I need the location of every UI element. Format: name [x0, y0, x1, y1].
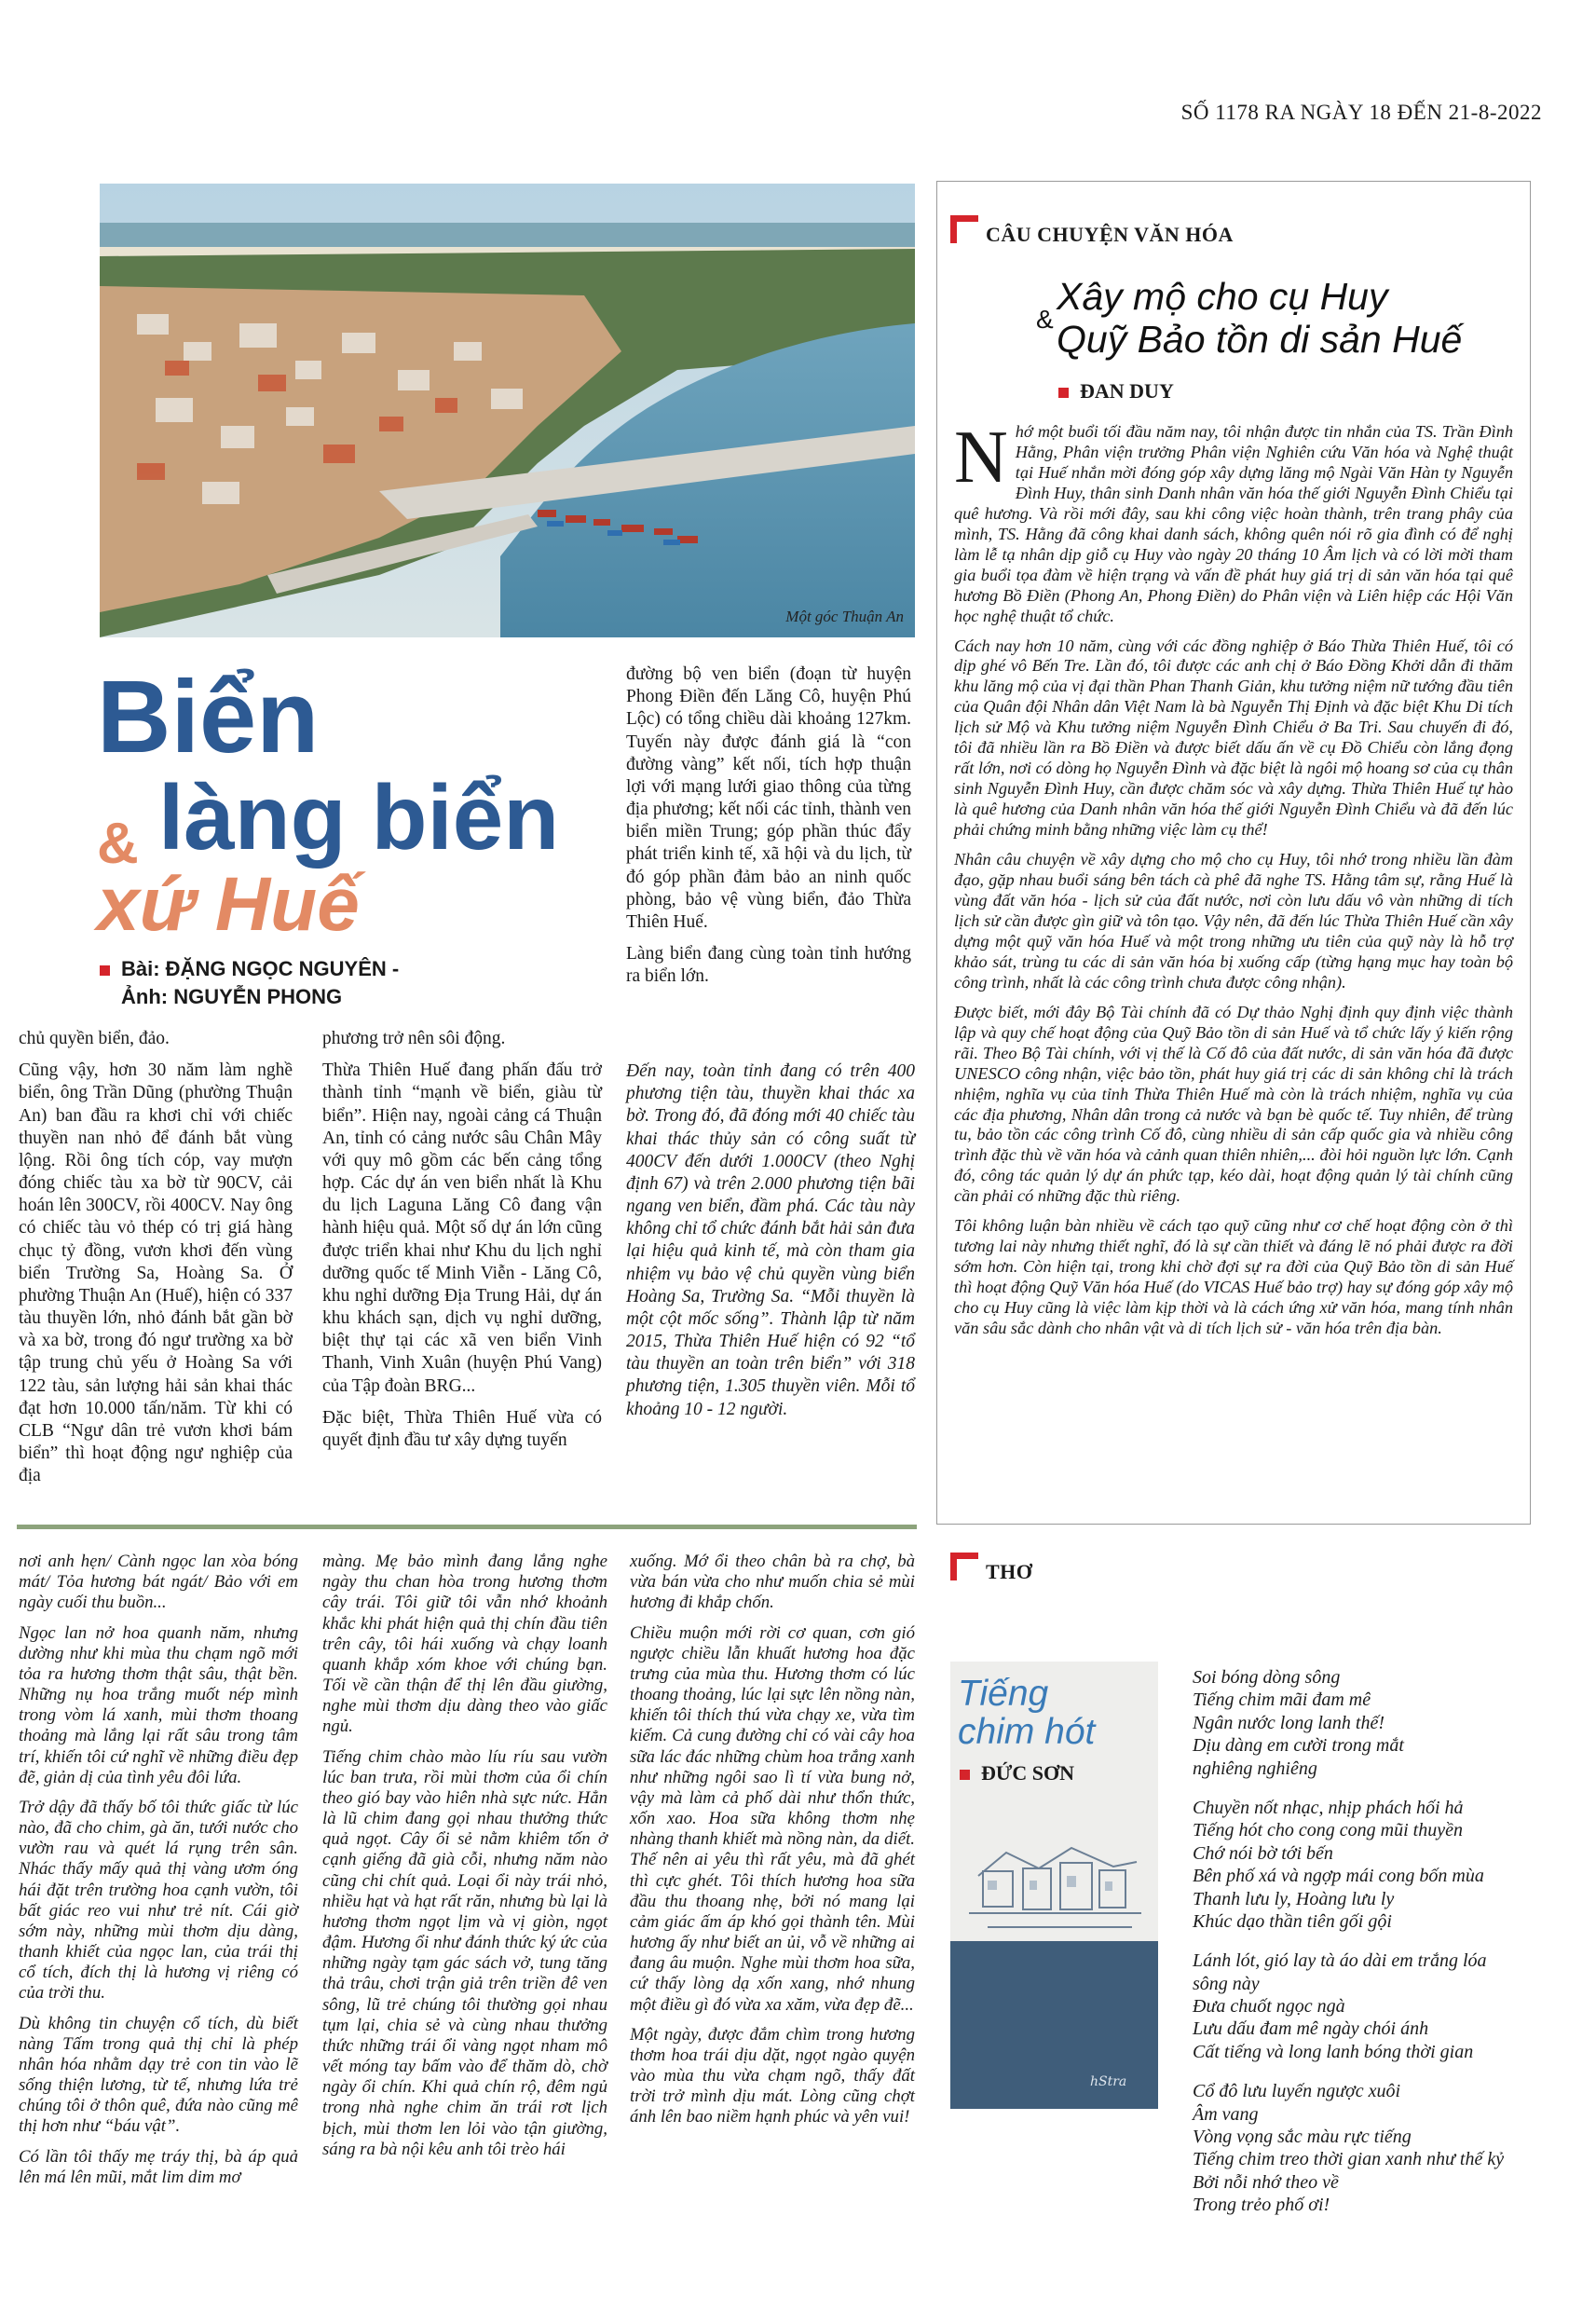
paragraph: Thừa Thiên Huế đang phấn đấu trở thành tỉnh “mạnh về biển, giàu từ biển”. Hiện nay, ngoài cảng cá Thuận An, tỉnh có cảng nước sâu Chân Mây với quy mô gồm các bến cảng tổng hợp. Các dự án ven biển nhất là Khu du lịch Laguna Lăng Cô đang vận hành hiệu quả. Một số dự án lớn cũng được triển khai như Khu du lịch nghỉ dưỡng quốc tế Minh Viễn - Lăng Cô, khu nghỉ dưỡng Địa Trung Hải, dự án khu khách sạn, dịch vụ nghỉ dưỡng, biệt thự tại các xã ven biển Vinh Thanh, Vinh Xuân (huyện Phú Vang) của Tập đoàn BRG...	[322, 1060, 602, 1396]
paragraph: Đặc biệt, Thừa Thiên Huế vừa có quyết định đầu tư xây dựng tuyến	[322, 1407, 602, 1450]
poem-line: Âm vang	[1193, 2103, 1259, 2125]
poem-line: Chớ nói bờ tới bến	[1193, 1842, 1333, 1864]
photo-caption: Một góc Thuận An	[785, 608, 904, 625]
poem-line: Dịu dàng em cười trong mắt	[1193, 1735, 1404, 1757]
section-kicker	[950, 215, 1234, 247]
paragraph: Dù không tin chuyện cổ tích, dù biết nàng Tấm trong quả thị chỉ là phép nhân hóa nhằm dạy trẻ con tin vào lẽ sống thiện lương, từ tế, nhưng lứa trẻ chúng tôi ở thôn quê, đứa nào cũng mê thị hơn như “báu vật”.	[19, 2013, 298, 2137]
paragraph: Đến nay, toàn tỉnh đang có trên 400 phương tiện tàu, thuyền khai thác xa bờ. Trong đó, đã đóng mới 40 chiếc tàu khai thác thủy sản có công suất từ 400CV đến dưới 1.000CV (theo Nghị định 67) và trên 2.000 phương tiện bãi ngang ven biển, đầm phá. Các tàu này không chỉ tổ chức đánh bắt hải sản đưa lại hiệu quả kinh tế, mà còn tham gia nhiệm vụ bảo vệ chủ quyền vùng biển Hoàng Sa, Trường Sa. “Mỗi thuyền là một cột mốc sống”. Thành lập từ năm 2015, Thừa Thiên Huế hiện có 92 “tổ tàu thuyền an toàn trên biển” với 318 phương tiện, 1.305 thuyền viên. Mỗi tổ khoảng 10 - 12 người.	[626, 1061, 915, 1419]
issue-date-line: SỐ 1178 RA NGÀY 18 ĐẾN 21-8-2022	[1180, 101, 1542, 124]
article1-column-3	[626, 1060, 915, 1430]
poem-stanza-2	[1193, 1797, 1565, 1933]
drop-cap: N	[954, 417, 1008, 499]
paragraph: Nhân câu chuyện về xây dựng cho mộ cho cụ Huy, tôi nhớ trong nhiều lần đàm đạo, gặp nhau buổi sáng bên tách cà phê đã nghe TS. Hằng tâm sự, rằng Huế là vùng đất văn hóa - lịch sử của đất nước, nơi còn lưu dấu vô vàn những di tích lịch sử cần được gìn giữ và tôn tạo. Vậy nên, đã đến lúc Thừa Thiên Huế cần xây dựng một quỹ văn hóa Huế và một trong những ưu tiên của quỹ này là hỗ trợ khảo sát, trùng tu các di sản văn hóa bị xuống cấp (từng hạng mục hay toàn bộ công trình, nhất là các công trình chưa được công nhận).	[954, 850, 1513, 992]
poem-stanza-4	[1193, 2080, 1565, 2216]
author-name: ĐAN DUY	[1080, 379, 1174, 403]
poem-line: Khúc dạo thần tiên gối gội	[1193, 1910, 1392, 1932]
kicker-bracket-icon	[950, 1553, 978, 1580]
poem-line: Thanh lưu ly, Hoàng lưu ly	[1193, 1888, 1395, 1909]
poem-line: Lưu dấu đam mê ngày chói ánh	[1193, 2018, 1429, 2040]
poem-line: Chuyền nốt nhạc, nhịp phách hối hả	[1193, 1797, 1464, 1818]
poem-line: Bởi nỗi nhớ theo về	[1193, 2171, 1339, 2193]
paragraph: Cũng vậy, hơn 30 năm làm nghề biển, ông Trần Dũng (phường Thuận An) ban đầu ra khơi chỉ với chiếc thuyền nan nhỏ để đánh bắt vùng lộng. Rồi ông tích cóp, vay mượn đóng chiếc tàu xa bờ từ 90CV, cải hoán lên 300CV, rồi 400CV. Nay ông có chiếc tàu vỏ thép có trị giá hàng chục tỷ đồng, vươn khơi đến vùng biển Trường Sa, Hoàng Sa. Ở phường Thuận An (Huế), hiện có 337 tàu thuyền lớn, nhỏ đánh bắt gần bờ và xa bờ, trong đó ngư trường xa bờ tập trung chủ yếu ở Hoàng Sa với 122 tàu, sản lượng hải sản khai thác đạt hơn 10.000 tấn/năm. Từ khi có CLB “Ngư dân trẻ vươn khơi bám biển” thì hoạt động ngư nghiệp của địa	[19, 1060, 293, 1486]
title-line1: Xây mộ cho cụ Huy	[1057, 275, 1388, 318]
essay-column-3	[630, 1552, 915, 2138]
poem-line: Cất tiếng và long lanh bóng thời gian	[1193, 2041, 1474, 2062]
article-title-line2: làng biển	[158, 766, 560, 869]
thuan-an-aerial-photo	[100, 184, 915, 637]
paragraph: phương trở nên sôi động.	[322, 1029, 506, 1048]
paragraph: Có lần tôi thấy mẹ tráy thị, bà áp quả lên má lên mũi, mắt lim dim mơ	[19, 2146, 298, 2187]
paragraph: Ngọc lan nở hoa quanh năm, nhưng dường như khi mùa thu chạm ngõ mới tỏa ra hương thơm thật sâu, thật bền. Những nụ hoa trắng muốt nép mình trong vòm lá xanh, mùi thơm thoang thoảng mà lắng lại rất sâu trong tâm trí, khiến tôi cứ nghĩ về những điều đẹp đẽ, giản dị của tình yêu đôi lứa.	[19, 1622, 298, 1787]
paragraph: Chiều muộn mới rời cơ quan, cơn gió ngược chiều lẫn khuất hương hoa đặc trưng của mùa thu. Hương thơm có lúc thoang thoảng, lúc lại sực lên nồng nàn, khiến tôi thích thú vừa chạy xe, vừa tìm kiếm. Cả cung đường chỉ có vài cây hoa sữa lác đác những chùm hoa trắng xanh như những ngôi sao lì tí vừa bung nở, vậy mà làm cả phố dài như thổn thức, xốn xao. Hoa sữa không thơm nhẹ nhàng thanh khiết mà nồng nàn, da diết. Thế nên ai yêu thì rất yêu, mà đã ghét thì cực ghét. Tôi thích hương hoa sữa đầu thu thoang nhẹ, bởi nó mang lại cảm giác ấm áp khó gọi thành tên. Mùi hương ấy như biết an ủi, vỗ về những ai đang âu muộn. Nghe mùi thơm hoa sữa, cứ thấy lòng dạ xốn xang, nhớ nhung một điều gì đó vừa xa xăm, vừa đẹp đẽ...	[630, 1622, 915, 2015]
paragraph: nơi anh hẹn/ Cành ngọc lan xòa bóng mát/ Tỏa hương bát ngát/ Bảo với em ngày cuối thu buồn...	[19, 1552, 298, 1613]
poem-kicker	[950, 1553, 1032, 1584]
paragraph: Tôi không luận bàn nhiều về cách tạo quỹ cũng như cơ chế hoạt động còn ở thì tương lai này nhưng thiết nghĩ, đó là sự cần thiết và đáng lẽ nó phải được ra đời sớm hơn. Còn hiện tại, trong khi chờ đợi sự ra đời của Quỹ Bảo tồn di sản Huế thì hoạt động Quỹ Văn hóa Huế (do VICAS Huế bảo trợ) hay sự đóng góp xây mộ cho cụ Huy cũng là việc làm kịp thời và là cách ứng xử văn hóa, mang tính nhân văn sâu sắc dành cho nhân vật và di tích lịch sử - văn hóa trên địa bàn.	[954, 1216, 1513, 1338]
poem-title	[958, 1676, 1095, 1752]
kicker-label: CÂU CHUYỆN VĂN HÓA	[986, 223, 1234, 246]
paragraph: Được biết, mới đây Bộ Tài chính đã có Dự thảo Nghị định quy định việc thành lập và quy chế hoạt động của Quỹ Bảo tồn di sản Huế và tổ chức lấy ý kiến rộng rãi. Theo Bộ Tài chính, với vị thế là Cố đô của đất nước, di sản văn hóa đã được UNESCO công nhận, việc bảo tồn, phát huy giá trị các di sản không chỉ là trách nhiệm, nghĩa vụ của tỉnh Thừa Thiên Huế mà còn là trách nhiệm, nghĩa vụ của các địa phương, Nhân dân trong cả nước và bạn bè quốc tế. Tuy nhiên, để trùng tu, bảo tồn các công trình Cố đô, cùng nhiều di sản cấp quốc gia và nhiều công trình đặc thù về văn hóa và cảnh quan thiên nhiên,... đòi hỏi nguồn lực lớn. Cạnh đó, công tác quản lý dự án phức tạp, kéo dài, hoạt động quản lý tài chính cũng cần phải có những đặc thù riêng.	[954, 1002, 1513, 1206]
paragraph: đường bộ ven biển (đoạn từ huyện Phong Điền đến Lăng Cô, huyện Phú Lộc) có tổng chiều dài khoảng 127km. Tuyến này được đánh giá là “con đường vàng” kết nối, tích hợp thuận lợi với mạng lưới giao thông của từng địa phương; kết nối các tỉnh, thành ven biển miền Trung; góp phần thúc đẩy phát triển kinh tế, xã hội và du lịch, từ đó góp phần đảm bảo an ninh quốc phòng, bảo vệ vùng biển, đảo Thừa Thiên Huế.	[626, 664, 911, 932]
paragraph: Một ngày, được đắm chìm trong hương thơm hoa trái dịu dặt, ngọt ngào quyện vào mùa thu vừa chạm ngõ, thấy đất trời trở mình dịu mát. Lòng cũng chợt ánh lên bao niềm hạnh phúc và yên vui!	[630, 2024, 915, 2127]
paragraph: Tiếng chim chào mào líu ríu sau vườn lúc ban trưa, rồi mùi thơm của ổi chín theo gió bay vào hiên nhà sực nức. Hẳn là lũ chim đang gọi nhau thưởng thức quả ngọt. Cây ổi sẻ nằm khiêm tốn ở cạnh giếng đã già cỗi, nhưng năm nào cũng chi chít quả. Loại ổi này trái nhỏ, nhiều hạt và hạt rất răn, nhưng bù lại là hương thơm ngọt lịm và vị giòn, ngọt đậm. Hương ổi như đánh thức ký ức của những ngày tạm gác sách vở, tung tăng thả trâu, chơi trận giả trên triền đê ven sông, lũ trẻ chúng tôi thường gọi nhau tụm lại, chia sẻ và cùng nhau thưởng thức những trái ổi vàng ngọt nham mô vết móng tay bấm vào để thăm dò, chờ ngày ổi chín. Khi quả chín rộ, đêm ngủ trong nhà nghe chim ăn trái rơt lịch bịch, mùi thơm len lỏi vào tận giường, sáng ra bà nội kêu anh tôi trèo hái	[322, 1746, 607, 2159]
poem-line: Tiếng chim mãi đam mê	[1193, 1690, 1371, 1711]
poem-line: Lánh lót, gió lay tà áo dài em trắng lóa	[1193, 1950, 1487, 1972]
poem-line: Soi bóng dòng sông	[1193, 1667, 1341, 1688]
poem-author: ĐỨC SƠN	[981, 1761, 1075, 1785]
culture-story-body	[954, 417, 1513, 1348]
title-ampersand: &	[1036, 305, 1054, 335]
title-line2: Quỹ Bảo tồn di sản Huế	[1057, 318, 1463, 362]
paragraph: Nhớ một buổi tối đầu năm nay, tôi nhận được tin nhắn của TS. Trần Đình Hằng, Phân viện trưởng Phân viện Nghiên cứu Văn hóa và Nghệ thuật tại Huế nhắn mời đóng góp xây dựng lăng mộ Ngài Văn Hàn ty Nguyễn Đình Huy, thân sinh Danh nhân văn hóa thế giới Nguyễn Đình Chiểu tại quê hương. Và rồi mới đây, sau khi công việc hoàn thành, trên trang phây của mình, TS. Hằng đã công khai danh sách, không quên nói rõ gia đình có để nghị làm lễ tạ nhân dịp giỗ cụ Huy vào ngày 20 tháng 10 Âm lịch và có lời mời tham gia buổi tọa đàm về hiện trạng và vấn đề phát huy giá trị di sản văn hóa tại quê hương Bồ Điền (Phong An, Phong Điền) do Phân viện và Liên hiệp các Hội Văn học nghệ thuật tổ chức.	[954, 417, 1513, 625]
culture-story-box	[936, 181, 1531, 1525]
kicker-label: THƠ	[986, 1560, 1033, 1583]
section-divider	[17, 1525, 917, 1529]
poem-body	[1193, 1666, 1565, 2234]
poem-line: Đưa chuốt ngọc ngà	[1193, 1996, 1345, 2018]
culture-story-byline	[1058, 379, 1174, 404]
culture-story-title	[1010, 275, 1513, 362]
article1-column-2	[322, 1028, 602, 1461]
kicker-bracket-icon	[950, 215, 978, 243]
article-byline	[100, 955, 399, 1010]
paragraph: Cách nay hơn 10 năm, cùng với các đồng nghiệp ở Báo Thừa Thiên Huế, tôi có dịp ghé vô Bến Tre. Lần đó, tôi được các anh chị ở Báo Đồng Khởi dẫn đi thăm khu lăng mộ của vị đại thần Phan Thanh Giản, khu tưởng niệm nữ tướng đầu tiên của Quân đội Nhân dân Việt Nam là bà Nguyễn Thị Định và đặc biệt Khu Di tích lịch sử Mộ và Khu tưởng niệm Nguyễn Đình Chiểu ở Ba Tri. Sau chuyến đi đó, tôi đã nhiều lần ra Bồ Điền và được biết dấu ấn về cụ Đồ Chiểu còn lắng đọng rất lớn, nơi có dòng họ Nguyễn Đình và đặc biệt là ngôi mộ hoang sơ của cụ thân sinh Nguyễn Đình Huy, cần được chăm sóc và xây dựng. Thừa Thiên Huế tự hào là quê hương của Danh nhân văn hóa thế giới Nguyễn Đình Chiểu và đã đến lúc phải chứng minh bằng những việc làm cụ thể!	[954, 636, 1513, 840]
poem-line: sông này	[1193, 1973, 1260, 1994]
poem-line: Trong trẻo phố ơi!	[1193, 2195, 1330, 2216]
poem-line: Vòng vọng sắc màu rực tiếng	[1193, 2127, 1412, 2148]
bullet-square-icon	[1058, 388, 1069, 398]
paragraph: Trở dậy đã thấy bố tôi thức giấc từ lúc nào, đã cho chim, gà ăn, tưới nước cho vườn rau và quét lá rụng trên sân. Nhác thấy mấy quả thị vàng ươm óng hái đặt trên trường hoa cạnh vườn, tôi bất giác reo vui như trẻ nít. Cái giờ sớm này, những mùi thơm dịu dàng, thanh khiết của ngọc lan, của trái thị cổ tích, đích thị là hương vị riêng có của trời thu.	[19, 1797, 298, 2004]
poem-line: Tiếng chim treo thời gian xanh như thế kỷ	[1193, 2149, 1505, 2170]
paragraph: xuống. Mớ ổi theo chân bà ra chợ, bà vừa bán vừa cho như muốn chia sẻ mùi hương đi khắp chốn.	[630, 1552, 915, 1613]
poem-line: Bên phố xá và ngợp mái cong bốn mùa	[1193, 1866, 1484, 1887]
poem-line: Tiếng hót cho cong cong mũi thuyền	[1193, 1820, 1463, 1841]
poem-line: Ngân nước long lanh thế!	[1193, 1712, 1385, 1733]
poem-byline	[960, 1761, 1074, 1785]
poem-stanza-1	[1193, 1666, 1565, 1780]
essay-column-1	[19, 1552, 298, 2197]
poem-title-line2: chim hót	[958, 1711, 1096, 1752]
poem-title-line1: Tiếng	[958, 1674, 1049, 1714]
article-title-line1: Biển	[97, 660, 320, 774]
bullet-square-icon	[960, 1770, 970, 1780]
byline-author: Bài: ĐẶNG NGỌC NGUYÊN -	[121, 957, 400, 980]
byline-photographer: Ảnh: NGUYỄN PHONG	[121, 984, 343, 1008]
poem-line: nghiêng nghiêng	[1193, 1758, 1317, 1779]
paragraph: Làng biển đang cùng toàn tỉnh hướng ra biển lớn.	[626, 944, 911, 987]
article1-column-1	[19, 1028, 293, 1497]
paragraph: chủ quyền biển, đảo.	[19, 1029, 170, 1048]
artist-signature: hStra	[1090, 2074, 1127, 2089]
article1-column-top-right	[626, 664, 911, 997]
article-title-ampersand: &	[97, 812, 139, 876]
article-title-line3: xứ Huế	[97, 862, 360, 947]
essay-column-2	[322, 1552, 607, 2169]
photo-illustration	[100, 184, 915, 637]
poem-stanza-3	[1193, 1949, 1565, 2063]
paragraph: màng. Mẹ bảo mình đang lắng nghe ngày thu chan hòa trong hương thơm cây trái. Tôi giữ tôi vẫn nhớ khoảnh khắc khi phát hiện quả thị chín đầu tiên trên cây, tôi hái xuống và chạy loanh quanh khắp xóm khoe với chúng bạn. Tối về cần thận để thị lên đầu giường, nghe mùi thơm dịu dàng theo vào giấc ngủ.	[322, 1552, 607, 1737]
bullet-square-icon	[100, 965, 110, 976]
poem-line: Cổ đô lưu luyến ngược xuôi	[1193, 2081, 1401, 2102]
